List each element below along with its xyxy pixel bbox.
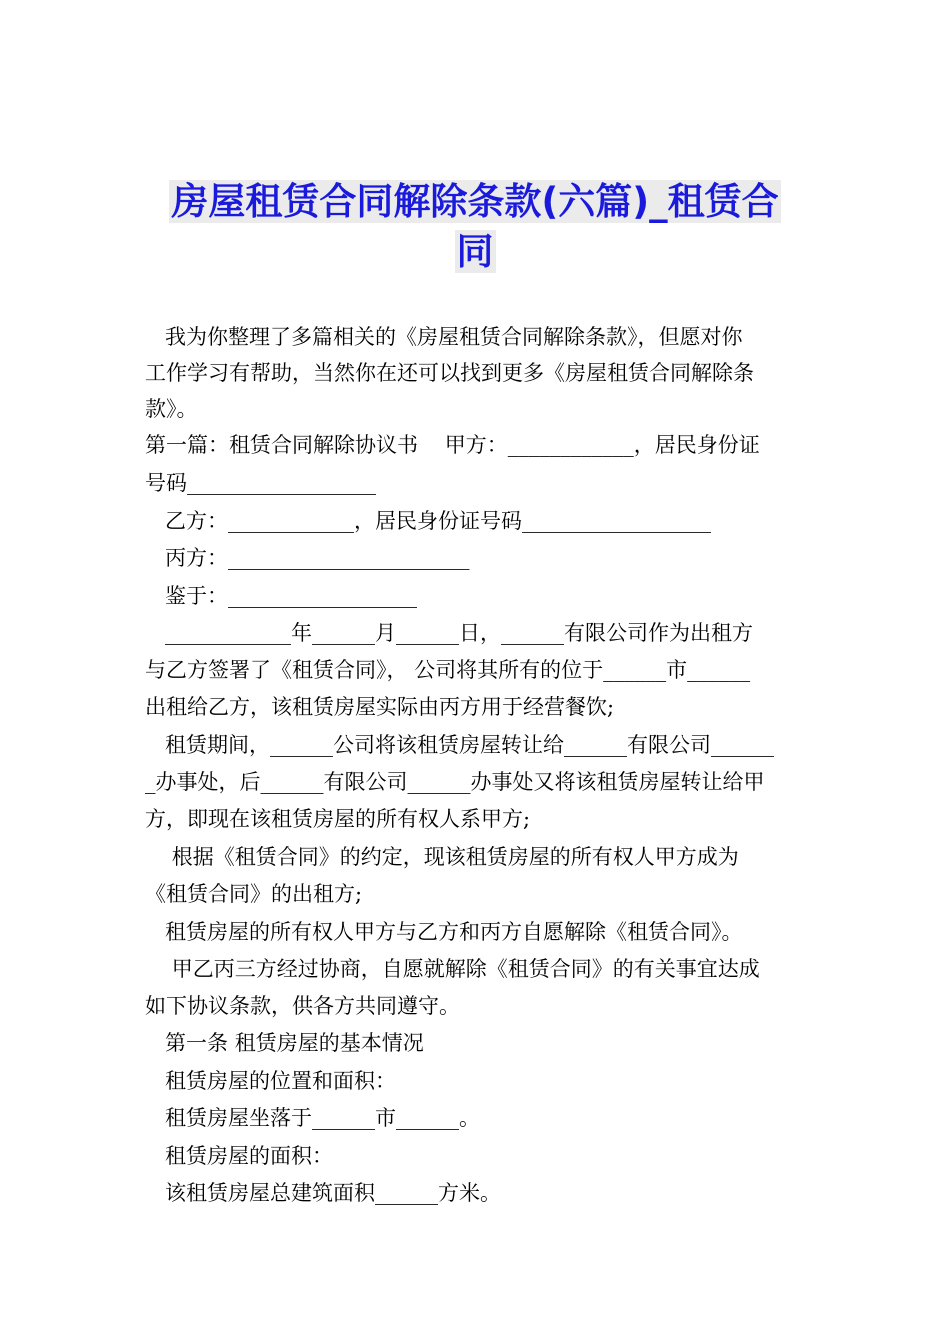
paragraph-line: 方，即现在该租赁房屋的所有权人系甲方; bbox=[145, 807, 531, 831]
document-title-line-2: 同 bbox=[456, 230, 494, 273]
paragraph-line: 《租赁合同》的出租方; bbox=[145, 882, 363, 906]
paragraph-line: 根据《租赁合同》的约定，现该租赁房屋的所有权人甲方成为 bbox=[145, 845, 739, 869]
paragraph-line: 租赁房屋的面积： bbox=[145, 1144, 334, 1168]
paragraph-line: 租赁房屋的所有权人甲方与乙方和丙方自愿解除《租赁合同》。 bbox=[145, 920, 743, 944]
paragraph-line: 我为你整理了多篇相关的《房屋租赁合同解除条款》，但愿对你 bbox=[145, 325, 743, 349]
paragraph-line: 租赁期间，______公司将该租赁房屋转让给______有限公司______ bbox=[145, 733, 775, 757]
paragraph-line: 与乙方签署了《租赁合同》， 公司将其所有的位于______市______ bbox=[145, 658, 751, 682]
paragraph-line: _办事处，后______有限公司______办事处又将该租赁房屋转让给甲 bbox=[145, 770, 765, 794]
paragraph-line: 鉴于：__________________ bbox=[145, 584, 418, 608]
paragraph-line: 号码__________________ bbox=[145, 471, 376, 495]
paragraph-line: 租赁房屋的位置和面积： bbox=[145, 1069, 397, 1093]
paragraph-line: 该租赁房屋总建筑面积______方米。 bbox=[145, 1181, 502, 1205]
paragraph-line: 甲乙丙三方经过协商，自愿就解除《租赁合同》的有关事宜达成 bbox=[145, 957, 760, 981]
paragraph-line: 工作学习有帮助，当然你在还可以找到更多《房屋租赁合同解除条 bbox=[145, 361, 754, 385]
paragraph-line: ____________年______月______日，______有限公司作为出租方 bbox=[145, 621, 754, 645]
paragraph-line: 乙方：____________，居民身份证号码__________________ bbox=[145, 509, 712, 533]
paragraph-line: 第一篇：租赁合同解除协议书 甲方：____________，居民身份证 bbox=[145, 433, 760, 457]
article-heading: 第一条 租赁房屋的基本情况 bbox=[145, 1031, 424, 1055]
paragraph-line: 出租给乙方，该租赁房屋实际由丙方用于经营餐饮; bbox=[145, 695, 615, 719]
document-title-line-1: 房屋租赁合同解除条款(六篇)_租赁合 bbox=[171, 180, 779, 223]
paragraph-line: 租赁房屋坐落于______市______。 bbox=[145, 1106, 481, 1130]
paragraph-line: 如下协议条款，供各方共同遵守。 bbox=[145, 994, 460, 1018]
paragraph-line: 款》。 bbox=[145, 397, 198, 421]
paragraph-line: 丙方：_______________________ bbox=[145, 546, 470, 570]
